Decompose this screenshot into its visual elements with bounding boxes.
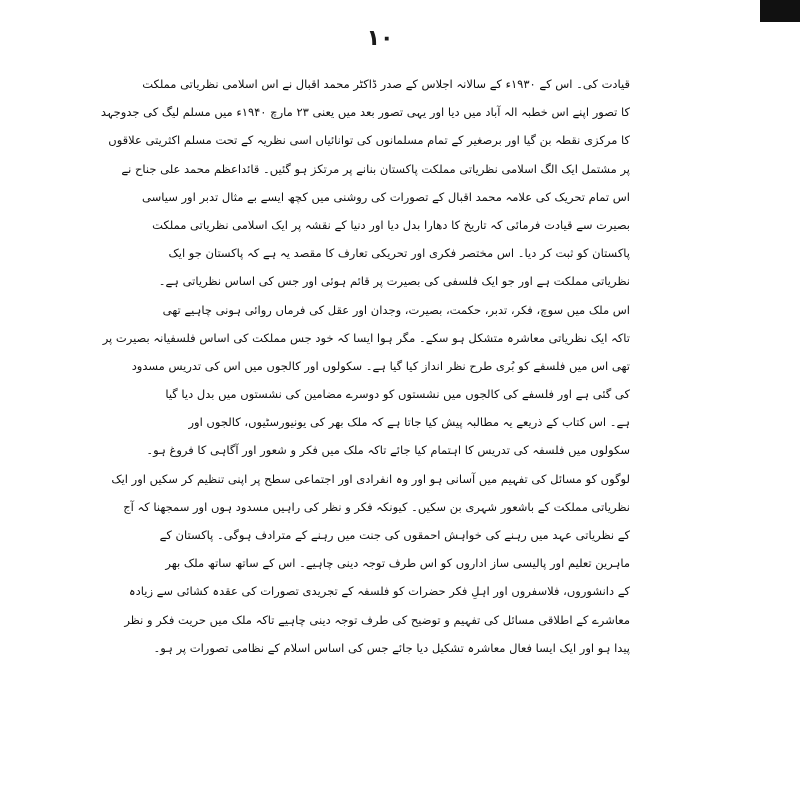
text-line: سکولوں میں فلسفہ کی تدریس کا اہتمام کیا جائے تاکہ ملک میں فکر و شعور اور آگاہی کا فروغ ہو۔ bbox=[146, 443, 630, 458]
text-line: کے نظریاتی عہد میں رہنے کی خواہش احمقوں کی جنت میں رہنے کے مترادف ہوگی۔ پاکستان کے bbox=[159, 528, 630, 542]
text-line: اس تمام تحریک کی علامہ محمد اقبال کے تصورات کی روشنی میں کچھ ایسے بے مثال تدبر اور سیاسی bbox=[142, 189, 630, 204]
text-line: پاکستان کو ثبت کر دیا۔ اس مختصر فکری اور تحریکی تعارف کا مقصد یہ ہے کہ پاکستان جو ایک bbox=[168, 246, 630, 261]
urdu-text-body bbox=[100, 70, 630, 662]
text-line: پیدا ہو اور ایک ایسا فعال معاشرہ تشکیل دیا جائے جس کی اساس اسلام کے نظامی تصورات پر ہو۔ bbox=[153, 640, 630, 655]
text-line: کا تصور اپنے اس خطبہ الہ آباد میں دیا اور یہی تصور بعد میں یعنی ۲۳ مارچ ۱۹۴۰ء میں مسلم لیگ کی جدوجہد bbox=[100, 105, 630, 120]
text-line: لوگوں کو مسائل کی تفہیم میں آسانی ہو اور وہ انفرادی اور اجتماعی سطح پر اپنی تنظیم کر سکیں اور ایک bbox=[111, 471, 630, 486]
scan-edge-shadow bbox=[760, 0, 800, 22]
text-line: اس ملک میں سوچ، فکر، تدبر، حکمت، بصیرت، وجدان اور عقل کی فرماں روائی ہونی چاہیے تھی bbox=[162, 302, 630, 317]
text-line: بصیرت سے قیادت فرمائی کہ تاریخ کا دھارا بدل دیا اور دنیا کے نقشہ پر ایک اسلامی نظریاتی مملکت bbox=[152, 217, 630, 232]
text-line: کا مرکزی نقطہ بن گیا اور برصغیر کے تمام مسلمانوں کی توانائیاں اسی نظریہ کے تحت مسلم اکثریتی علاقوں bbox=[108, 133, 630, 148]
text-line: نظریاتی مملکت کے باشعور شہری بن سکیں۔ کیونکہ فکر و نظر کی راہیں مسدود ہوں اور سمجھنا کہ آج bbox=[123, 499, 630, 514]
text-line: ہے۔ اس کتاب کے ذریعے یہ مطالبہ پیش کیا جاتا ہے کہ ملک بھر کی یونیورسٹیوں، کالجوں اور bbox=[188, 415, 630, 430]
text-line: ماہرین تعلیم اور پالیسی ساز اداروں کو اس طرف توجہ دینی چاہیے۔ اس کے ساتھ ساتھ ملک بھر bbox=[165, 556, 630, 571]
text-line: نظریاتی مملکت ہے اور جو ایک فلسفی کی بصیرت پر قائم ہوئی اور جس کی اساس نظریاتی ہے۔ bbox=[158, 274, 630, 289]
text-line: معاشرے کے اطلاقی مسائل کی تفہیم و توضیح کی طرف توجہ دینی چاہیے تاکہ ملک میں حریت فکر و نظر bbox=[124, 612, 630, 627]
text-line: کے دانشوروں، فلاسفروں اور اہلِ فکر حضرات کو فلسفہ کے تجریدی تصورات کی عقدہ کشائی سے زیادہ bbox=[128, 584, 630, 599]
text-line: تھی اس میں فلسفے کو بُری طرح نظر انداز کیا گیا ہے۔ سکولوں اور کالجوں میں اس کی تدریس مسدود bbox=[131, 358, 630, 373]
page-number: ۱۰ bbox=[366, 26, 394, 51]
text-line: پر مشتمل ایک الگ اسلامی نظریاتی مملکت پاکستان بنانے پر مرتکز ہو گئیں۔ قائداعظم محمد علی جناح نے bbox=[121, 161, 630, 176]
text-line: کی گئی ہے اور فلسفے کی کالجوں میں نشستوں کو دوسرے مضامین کی نشستوں میں بدل دیا گیا bbox=[165, 387, 630, 402]
text-line: تاکہ ایک نظریاتی معاشرہ متشکل ہو سکے۔ مگر ہوا ایسا کہ خود جس مملکت کی اساس فلسفیانہ بصیرت پر bbox=[102, 330, 630, 345]
text-line: قیادت کی۔ اس کے ۱۹۳۰ء کے سالانہ اجلاس کے صدر ڈاکٹر محمد اقبال نے اس اسلامی نظریاتی مملکت bbox=[142, 77, 630, 91]
